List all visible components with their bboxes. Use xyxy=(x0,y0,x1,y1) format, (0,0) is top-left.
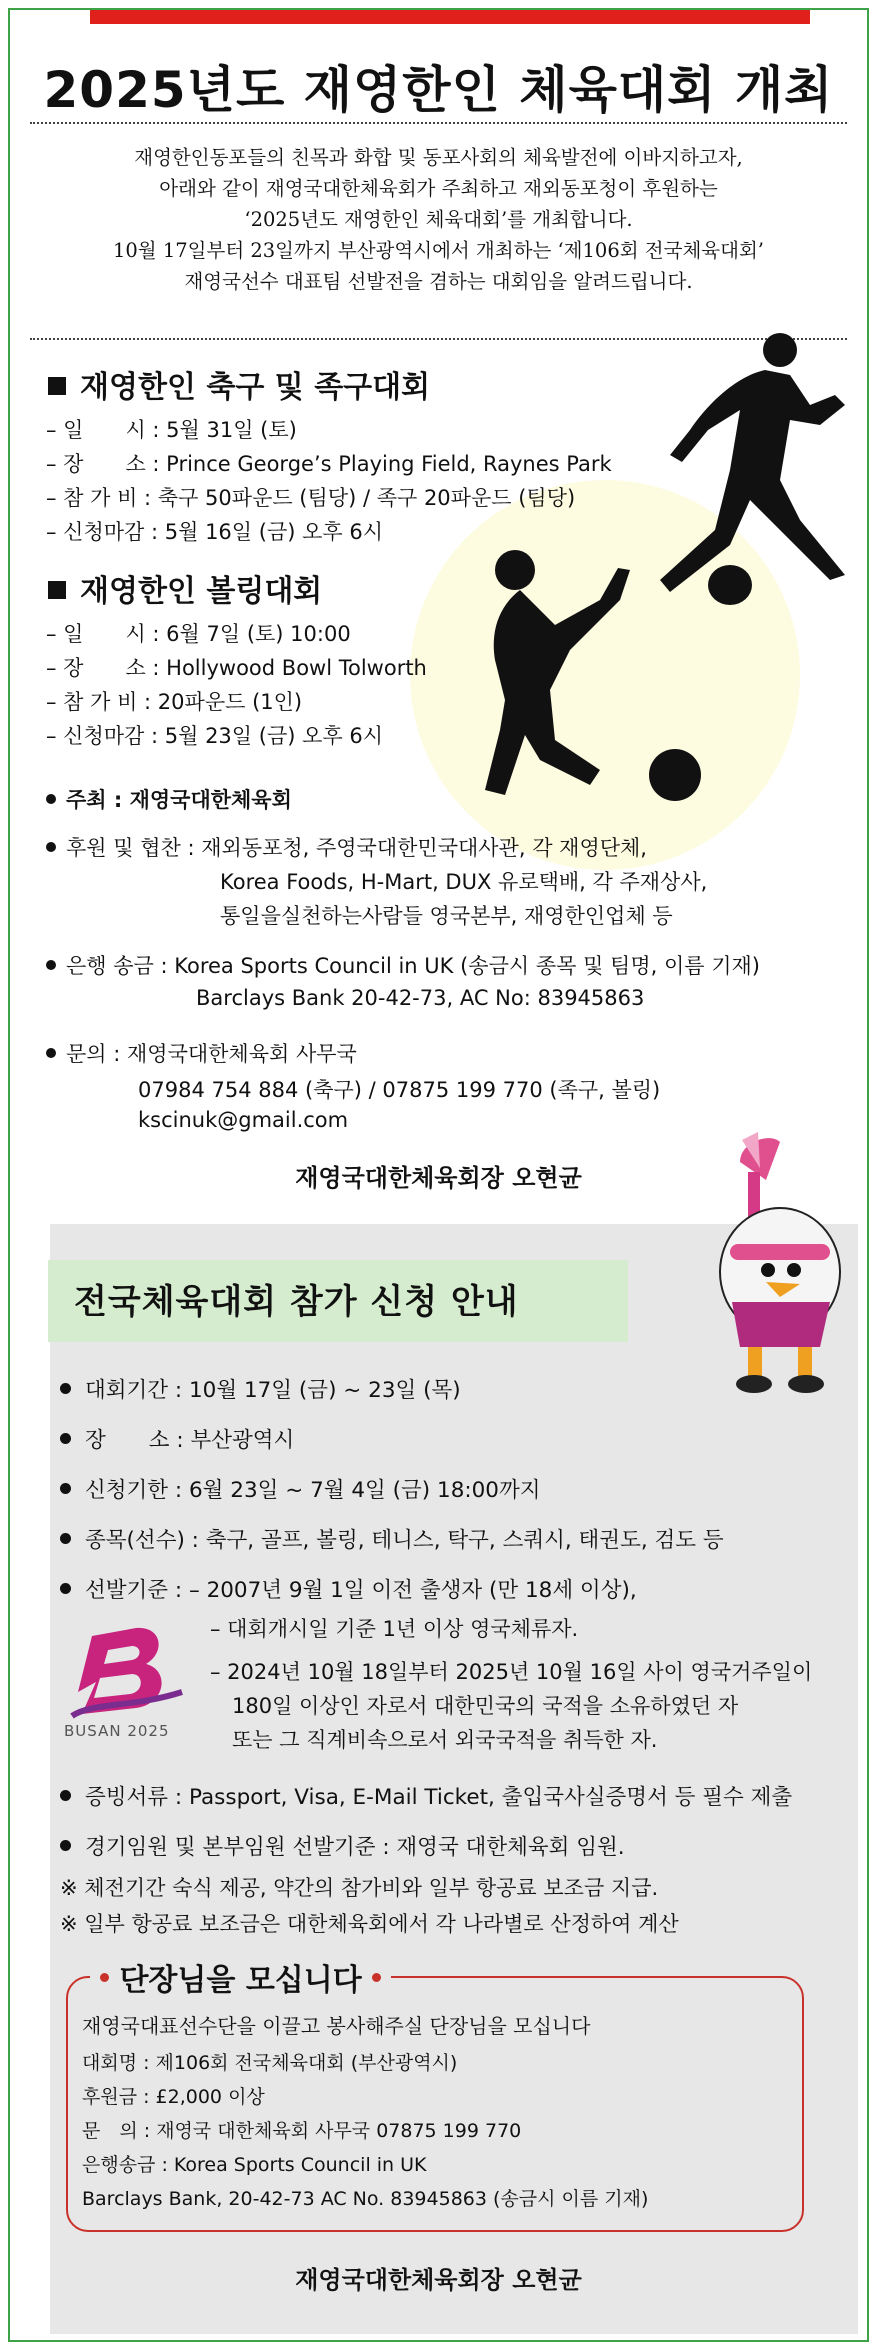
football-fee: – 참 가 비 : 축구 50파운드 (팀당) / 족구 20파운드 (팀당) xyxy=(46,486,576,510)
sponsor-info: 후원 및 협찬 : 재외동포청, 주영국대한민국대사관, 각 재영단체, xyxy=(46,832,647,862)
intro-paragraph xyxy=(40,142,837,297)
mascot-icon xyxy=(670,1132,860,1404)
criteria-line: 180일 이상인 자로서 대한민국의 국적을 소유하였던 자 xyxy=(232,1694,739,1718)
intro-line: 아래와 같이 재영국대한체육회가 주최하고 재외동포청이 후원하는 xyxy=(159,177,718,200)
bullet-icon xyxy=(60,1533,71,1544)
national-games-heading: 전국체육대회 참가 신청 안내 xyxy=(74,1282,519,1322)
page-title: 2025년도 재영한인 체육대회 개최 xyxy=(43,61,834,119)
intro-line: 재영한인동포들의 친목과 화합 및 동포사회의 체육발전에 이바지하고자, xyxy=(134,146,743,169)
sponsor-line: Korea Foods, H-Mart, DUX 유로택배, 각 주재상사, xyxy=(220,870,708,894)
bullet-icon xyxy=(60,1790,71,1801)
leader-line: 문 의 : 재영국 대한체육회 사무국 07875 199 770 xyxy=(82,2120,522,2142)
dotted-divider xyxy=(30,122,847,124)
square-bullet-icon xyxy=(48,581,66,599)
national-events: 종목(선수) : 축구, 골프, 볼링, 테니스, 탁구, 스쿼시, 태권도, 검도 등 xyxy=(60,1523,724,1554)
national-criteria: 선발기준 : – 2007년 9월 1일 이전 출생자 (만 18세 이상), xyxy=(60,1573,637,1604)
national-apply-deadline: 신청기한 : 6월 23일 ~ 7월 4일 (금) 18:00까지 xyxy=(60,1473,541,1504)
national-place: 장 소 : 부산광역시 xyxy=(60,1423,294,1454)
bullet-icon xyxy=(60,1483,71,1494)
bank-account: Barclays Bank 20-42-73, AC No: 83945863 xyxy=(196,986,645,1010)
signature-bottom: 재영국대한체육회장 오현균 xyxy=(295,2266,582,2294)
bullet-icon xyxy=(46,1048,56,1058)
leader-recruit-heading: 단장님을 모십니다 xyxy=(90,1955,391,1999)
national-games-heading-bar xyxy=(48,1260,628,1342)
busan-b-icon xyxy=(62,1622,192,1722)
note-line: ※ 체전기간 숙식 제공, 약간의 참가비와 일부 항공료 보조금 지급. xyxy=(60,1876,659,1900)
bullet-icon xyxy=(60,1383,71,1394)
contact-email[interactable]: kscinuk@gmail.com xyxy=(138,1108,349,1132)
bullet-icon xyxy=(60,1433,71,1444)
bowling-date: – 일 시 : 6월 7일 (토) 10:00 xyxy=(46,622,351,646)
logo-text: BUSAN 2025 xyxy=(64,1722,170,1740)
bullet-icon xyxy=(46,794,56,804)
busan-2025-logo xyxy=(62,1622,192,1746)
national-documents: 증빙서류 : Passport, Visa, E-Mail Ticket, 출입국사실증명서 등 필수 제출 xyxy=(60,1780,792,1811)
intro-line: 재영국선수 대표팀 선발전을 겸하는 대회임을 알려드립니다. xyxy=(184,270,693,293)
bowling-fee: – 참 가 비 : 20파운드 (1인) xyxy=(46,690,303,714)
section-heading-football xyxy=(48,362,430,406)
red-dot-icon xyxy=(372,1973,381,1982)
intro-line: ‘2025년도 재영한인 체육대회’를 개최합니다. xyxy=(244,208,633,231)
intro-line: 10월 17일부터 23일까지 부산광역시에서 개최하는 ‘제106회 전국체육대회’ xyxy=(112,239,764,262)
leader-line: 재영국대표선수단을 이끌고 봉사해주실 단장님을 모십니다 xyxy=(82,2014,591,2038)
leader-line: Barclays Bank, 20-42-73 AC No. 83945863 (송금시 이름 기재) xyxy=(82,2188,649,2210)
bullet-icon xyxy=(60,1840,71,1851)
criteria-line: – 2024년 10월 18일부터 2025년 10월 16일 사이 영국거주일이 xyxy=(210,1660,813,1684)
bullet-icon xyxy=(60,1583,71,1594)
leader-line: 대회명 : 제106회 전국체육대회 (부산광역시) xyxy=(82,2052,458,2074)
leader-line: 은행송금 : Korea Sports Council in UK xyxy=(82,2154,427,2176)
square-bullet-icon xyxy=(48,377,66,395)
national-officials: 경기임원 및 본부임원 선발기준 : 재영국 대한체육회 임원. xyxy=(60,1830,625,1861)
top-red-bar xyxy=(90,10,810,24)
criteria-line: – 대회개시일 기준 1년 이상 영국체류자. xyxy=(210,1617,579,1641)
heading-text: 재영한인 축구 및 족구대회 xyxy=(80,370,431,405)
criteria-line: 또는 그 직계비속으로서 외국국적을 취득한 자. xyxy=(232,1728,658,1752)
host-info: 주최 : 재영국대한체육회 xyxy=(46,784,292,814)
national-period: 대회기간 : 10월 17일 (금) ~ 23일 (목) xyxy=(60,1373,461,1404)
bowling-venue: – 장 소 : Hollywood Bowl Tolworth xyxy=(46,656,427,680)
signature: 재영국대한체육회장 오현균 xyxy=(295,1164,582,1192)
contact-phones: 07984 754 884 (축구) / 07875 199 770 (족구, 볼링) xyxy=(138,1078,661,1102)
sponsor-line: 통일을실천하는사람들 영국본부, 재영한인업체 등 xyxy=(220,904,673,928)
leader-line: 후원금 : £2,000 이상 xyxy=(82,2086,265,2108)
red-dot-icon xyxy=(100,1973,109,1982)
heading-text: 재영한인 볼링대회 xyxy=(80,574,323,609)
poster-frame xyxy=(8,8,869,2342)
section-heading-bowling xyxy=(48,566,322,610)
football-deadline: – 신청마감 : 5월 16일 (금) 오후 6시 xyxy=(46,520,383,544)
bullet-icon xyxy=(46,960,56,970)
contact-info: 문의 : 재영국대한체육회 사무국 xyxy=(46,1038,357,1068)
note-line: ※ 일부 항공료 보조금은 대한체육회에서 각 나라별로 산정하여 계산 xyxy=(60,1912,679,1936)
bullet-icon xyxy=(46,842,56,852)
bowler-silhouette-icon xyxy=(460,530,720,820)
bowling-deadline: – 신청마감 : 5월 23일 (금) 오후 6시 xyxy=(46,724,383,748)
football-date: – 일 시 : 5월 31일 (토) xyxy=(46,418,297,442)
bank-info: 은행 송금 : Korea Sports Council in UK (송금시 종목 및 팀명, 이름 기재) xyxy=(46,950,760,980)
football-venue: – 장 소 : Prince George’s Playing Field, Raynes Park xyxy=(46,452,612,476)
